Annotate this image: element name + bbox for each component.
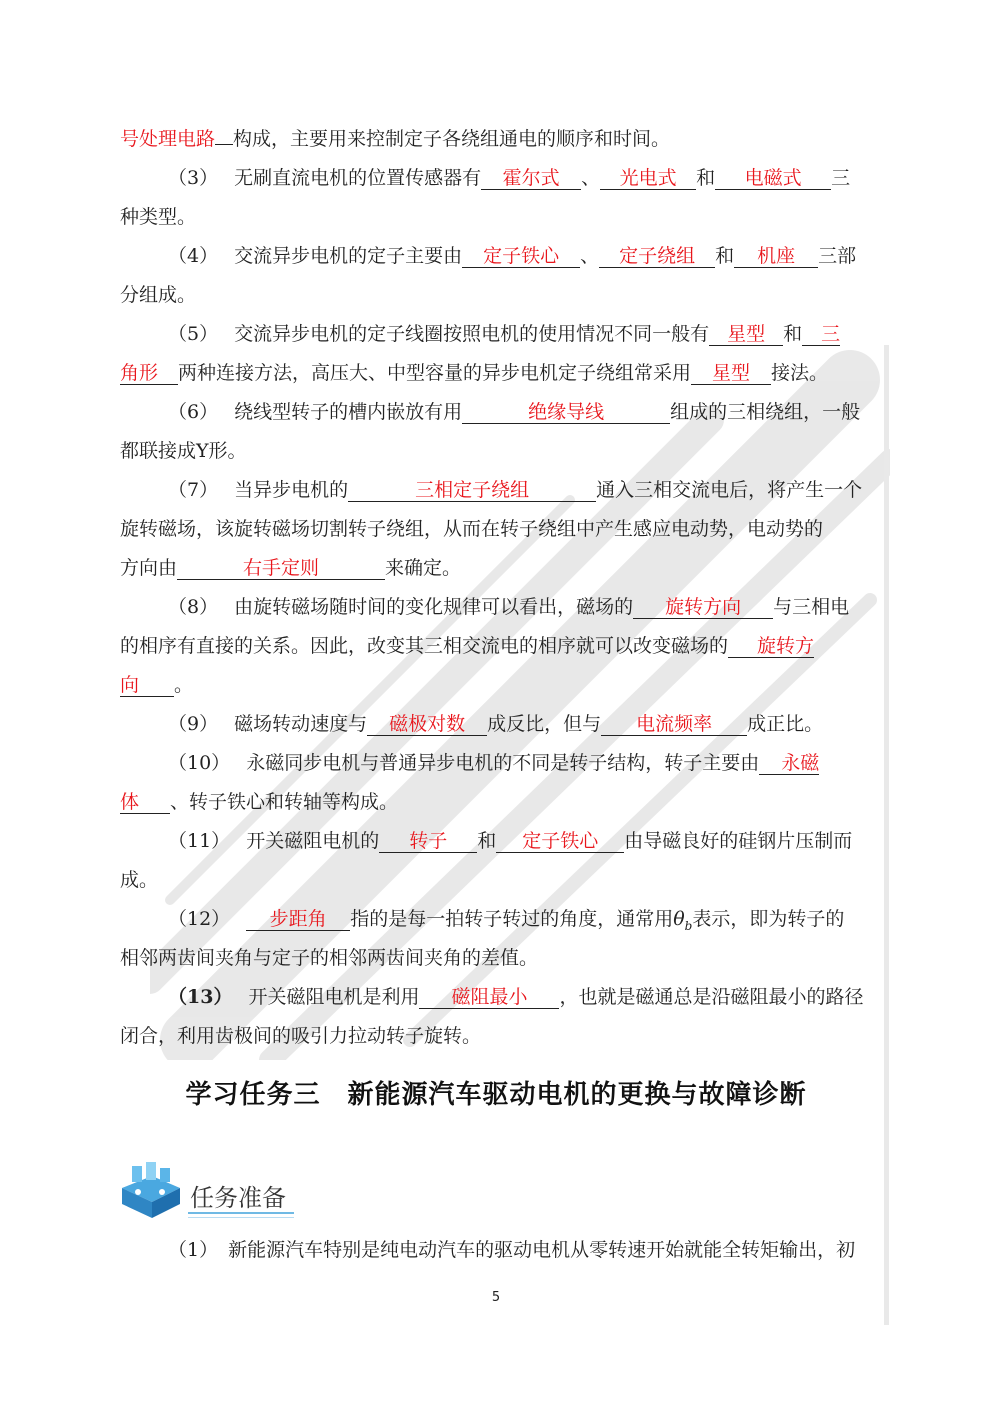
answer-blank: 霍尔式 [481,167,581,190]
answer-blank: 旋转方 [728,635,814,658]
question-8-mid: 的相序有直接的关系。因此，改变其三相交流电的相序就可以改变磁场的 旋转方 [120,635,815,657]
question-11: （11） 开关磁阻电机的 转子 和 定子铁心 由导磁良好的硅钢片压制而 [168,830,853,852]
question-4: （4） 交流异步电机的定子主要由 定子铁心 、 定子绕组 和 机座 三部 [168,245,857,267]
theta-symbol: θ [673,908,685,930]
task-prep-icon [118,1160,184,1220]
answer-blank: 步距角 [246,908,350,931]
page-number: 5 [491,1290,501,1305]
task-heading: 学习任务三 新能源汽车驱动电机的更换与故障诊断 [185,1080,807,1110]
question-5-cont: 角形 两种连接方法，高压大、中型容量的异步电机定子绕组常采用 星型 接法。 [120,362,829,384]
question-12: （12） 步距角 指的是每一拍转子转过的角度，通常用$\theta_b$表示，即为转子的 [168,908,845,933]
section-underline [188,1212,294,1214]
question-6-cont: 都联接成Y形。 [120,440,247,462]
question-11-cont: 成。 [120,869,159,891]
question-3-cont: 种类型。 [120,206,197,228]
answer-blank: 三 [802,323,840,346]
answer-blank: 磁阻最小 [419,986,559,1009]
answer-blank: 三相定子绕组 [348,479,596,502]
question-8: （8） 由旋转磁场随时间的变化规律可以看出，磁场的 旋转方向 与三相电 [168,596,850,618]
question-7-cont: 方向由 右手定则 来确定。 [120,557,462,579]
section-underline-light [188,1217,294,1218]
question-10-cont: 体 、转子铁心和转轴等构成。 [120,791,399,813]
section-title [118,1160,318,1222]
prep-paragraph-1: （1） 新能源汽车特别是纯电动汽车的驱动电机从零转速开始就能全转矩输出，初 [168,1239,856,1261]
answer-blank: 体 [120,791,170,814]
page-edge-bar [884,345,889,1325]
answer-blank: 右手定则 [177,557,385,580]
answer-blank: 机座 [734,245,818,268]
question-13: （13） 开关磁阻电机是利用 磁阻最小 ，也就是磁通总是沿磁阻最小的路径 [168,986,864,1008]
answer-blank: 旋转方向 [633,596,773,619]
answer-blank: 电磁式 [715,167,831,190]
question-8-cont: 向 。 [120,674,194,696]
question-4-cont: 分组成。 [120,284,197,306]
answer-blank: 定子铁心 [462,245,580,268]
answer-blank: 定子铁心 [496,830,624,853]
answer-blank: 电流频率 [601,713,747,736]
question-7: （7） 当异步电机的 三相定子绕组 通入三相交流电后，将产生一个 [168,479,863,501]
line-continuation-1: 号处理电路 构成，主要用来控制定子各绕组通电的顺序和时间。 [120,128,671,150]
answer-blank: 星型 [691,362,771,385]
answer-blank: 光电式 [600,167,696,190]
answer-blank: 磁极对数 [367,713,487,736]
question-12-cont: 相邻两齿间夹角与定子的相邻两齿间夹角的差值。 [120,947,539,969]
question-3: （3） 无刷直流电机的位置传感器有 霍尔式 、 光电式 和 电磁式 三 [168,167,851,189]
answer-blank: 号处理电路 [120,128,216,150]
question-6: （6） 绕线型转子的槽内嵌放有用 绝缘导线 组成的三相绕组，一般 [168,401,861,423]
question-9: （9） 磁场转动速度与 磁极对数 成反比，但与 电流频率 成正比。 [168,713,824,735]
question-13-cont: 闭合，利用齿极间的吸引力拉动转子旋转。 [120,1025,482,1047]
section-title-text: 任务准备 [190,1184,286,1212]
question-7-mid: 旋转磁场，该旋转磁场切割转子绕组，从而在转子绕组中产生感应电动势，电动势的 [120,518,824,540]
answer-blank: 角形 [120,362,178,385]
answer-blank: 向 [120,674,174,697]
answer-blank: 转子 [379,830,477,853]
question-5: （5） 交流异步电机的定子线圈按照电机的使用情况不同一般有 星型 和 三 [168,323,841,345]
answer-blank: 永磁 [759,752,819,775]
answer-blank: 星型 [709,323,783,346]
answer-blank: 绝缘导线 [462,401,670,424]
question-10: （10） 永磁同步电机与普通异步电机的不同是转子结构，转子主要由 永磁 [168,752,820,774]
answer-blank: 定子绕组 [599,245,715,268]
